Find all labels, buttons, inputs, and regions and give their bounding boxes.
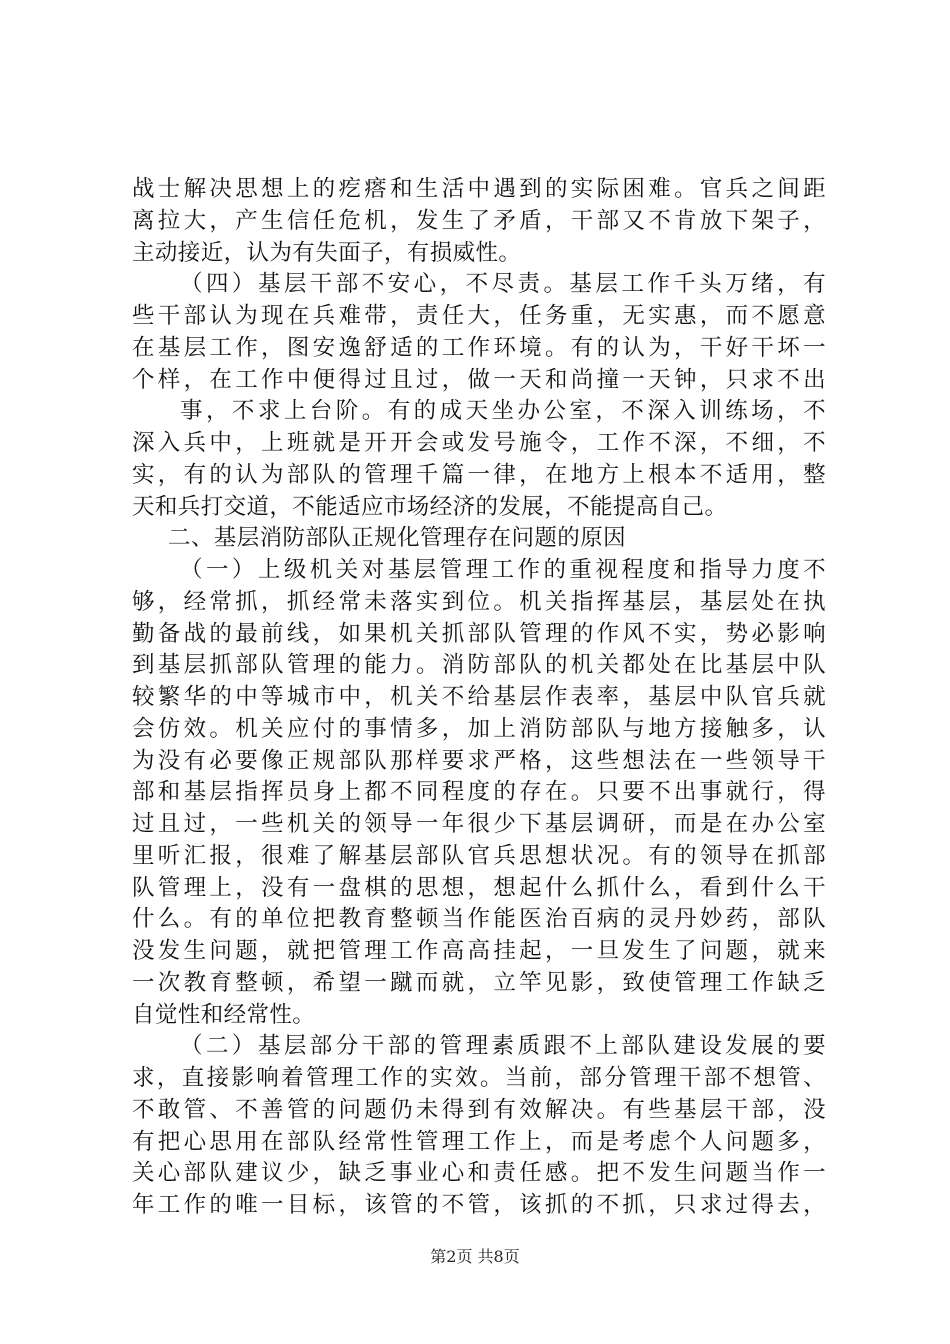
text-line: 队管理上，没有一盘棋的思想，想起什么抓什么，看到什么干 xyxy=(132,874,826,901)
section-heading: 二、基层消防部队正规化管理存在问题的原因 xyxy=(168,525,627,552)
text-line: 天和兵打交道，不能适应市场经济的发展，不能提高自己。 xyxy=(132,493,728,520)
text-line: 个样，在工作中便得过且过，做一天和尚撞一天钟，只求不出 xyxy=(132,366,826,393)
text-line: 些干部认为现在兵难带，责任大，任务重，无实惠，而不愿意 xyxy=(132,303,826,329)
text-line: 自觉性和经常性。 xyxy=(132,1001,316,1028)
text-line: 到基层抓部队管理的能力。消防部队的机关都处在比基层中队 xyxy=(132,652,826,679)
text-line: 离拉大，产生信任危机，发生了矛盾，干部又不肯放下架子， xyxy=(132,207,826,234)
paragraph-start-line: （二）基层部分干部的管理素质跟不上部队建设发展的要 xyxy=(180,1033,826,1060)
text-line: 勤备战的最前线，如果机关抓部队管理的作风不实，势必影响 xyxy=(132,620,826,647)
text-line: 里听汇报，很难了解基层部队官兵思想状况。有的领导在抓部 xyxy=(132,842,826,869)
page-number-label: 第2页 共8页 xyxy=(430,1247,520,1266)
text-line: 不敢管、不善管的问题仍未得到有效解决。有些基层干部，没 xyxy=(132,1096,826,1123)
page-footer xyxy=(0,1246,950,1268)
text-line: 在基层工作，图安逸舒适的工作环境。有的认为，干好干坏一 xyxy=(132,334,826,361)
text-line: 深入兵中，上班就是开开会或发号施令，工作不深，不细，不 xyxy=(132,430,826,456)
text-line: 关心部队建议少，缺乏事业心和责任感。把不发生问题当作一 xyxy=(132,1160,826,1187)
text-line: 实，有的认为部队的管理千篇一律，在地方上根本不适用，整 xyxy=(132,461,826,488)
text-line: 有把心思用在部队经常性管理工作上，而是考虑个人问题多， xyxy=(132,1128,826,1155)
text-line: 部和基层指挥员身上都不同程度的存在。只要不出事就行，得 xyxy=(132,779,826,806)
text-line: 较繁华的中等城市中，机关不给基层作表率，基层中队官兵就 xyxy=(132,684,826,710)
text-line: 主动接近，认为有失面子，有损威性。 xyxy=(132,239,522,266)
text-line: 求，直接影响着管理工作的实效。当前，部分管理干部不想管、 xyxy=(132,1065,826,1091)
text-line: 年工作的唯一目标，该管的不管，该抓的不抓，只求过得去， xyxy=(132,1192,826,1218)
text-line: 什么。有的单位把教育整顿当作能医治百病的灵丹妙药，部队 xyxy=(132,906,826,933)
text-line: 过且过，一些机关的领导一年很少下基层调研，而是在办公室 xyxy=(132,811,826,837)
text-line: 一次教育整顿，希望一蹴而就，立竿见影，致使管理工作缺乏 xyxy=(132,969,826,996)
text-line: 战士解决思想上的疙瘩和生活中遇到的实际困难。官兵之间距 xyxy=(132,176,826,202)
document-body xyxy=(132,174,826,1222)
text-line: 为没有必要像正规部队那样要求严格，这些想法在一些领导干 xyxy=(132,747,826,774)
text-line: 事，不求上台阶。有的成天坐办公室，不深入训练场，不 xyxy=(180,398,826,425)
text-line: 会仿效。机关应付的事情多，加上消防部队与地方接触多，认 xyxy=(132,715,826,742)
text-line: 够，经常抓，抓经常未落实到位。机关指挥基层，基层处在执 xyxy=(132,588,826,615)
text-line: 没发生问题，就把管理工作高高挂起，一旦发生了问题，就来 xyxy=(132,938,826,964)
paragraph-start-line: （一）上级机关对基层管理工作的重视程度和指导力度不 xyxy=(180,557,826,583)
paragraph-start-line: （四）基层干部不安心，不尽责。基层工作千头万绪，有 xyxy=(180,271,826,298)
